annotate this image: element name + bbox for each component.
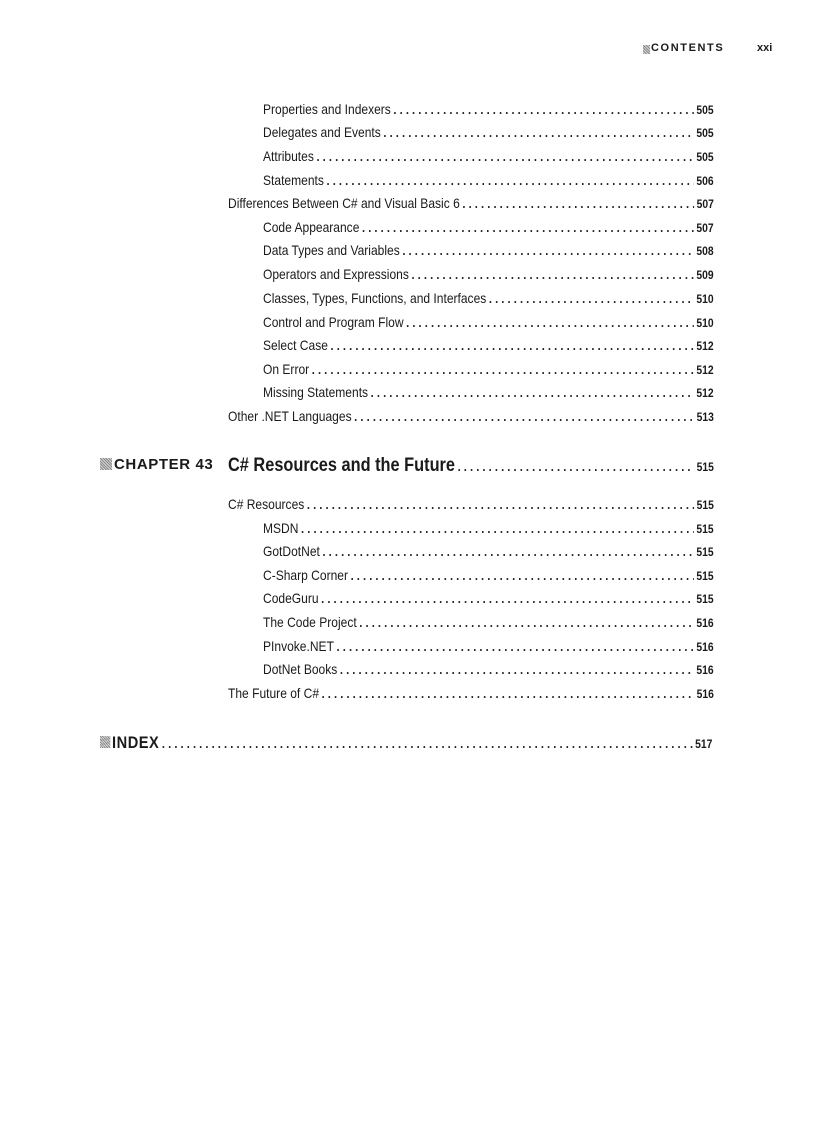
toc-entry-page: 516 [696, 640, 714, 654]
dot-leader [406, 313, 694, 333]
chapter-title: C# Resources and the Future [228, 455, 455, 476]
dot-leader [402, 241, 693, 261]
toc-entry-page: 509 [696, 268, 714, 282]
chapter-page: 515 [696, 460, 714, 474]
toc-entry-page: 510 [696, 316, 714, 330]
dot-leader [312, 360, 694, 380]
toc-entry-title: Classes, Types, Functions, and Interfaces [263, 290, 487, 306]
toc-entry-page: 515 [696, 545, 714, 559]
toc-entry[interactable] [263, 636, 714, 656]
dot-leader [316, 147, 693, 167]
dot-leader [354, 407, 694, 427]
toc-entry-title: C# Resources [228, 496, 305, 512]
dot-leader [411, 265, 693, 285]
toc-entry-title: C-Sharp Corner [263, 567, 348, 583]
toc-entry-title: The Code Project [263, 614, 357, 630]
dot-leader [321, 589, 694, 609]
dot-leader [359, 613, 694, 633]
toc-entry-title: Properties and Indexers [263, 101, 391, 117]
toc-entry-title: The Future of C# [228, 685, 320, 701]
toc-entry[interactable] [263, 565, 714, 585]
toc-entry[interactable] [263, 541, 714, 561]
toc-entry[interactable] [263, 217, 714, 237]
toc-entry-page: 515 [696, 498, 714, 512]
toc-entry[interactable] [228, 193, 714, 213]
toc-entry-title: Statements [263, 172, 324, 188]
toc-entry-title: Control and Program Flow [263, 314, 404, 330]
toc-entry-title: DotNet Books [263, 661, 338, 677]
toc-entry-page: 510 [696, 292, 714, 306]
dot-leader [362, 218, 694, 238]
index-title: INDEX [112, 733, 160, 752]
dot-leader [383, 123, 693, 143]
dot-leader [337, 637, 694, 657]
toc-entry-page: 508 [696, 244, 714, 258]
toc-entry[interactable] [263, 335, 714, 355]
toc-entry-page: 516 [696, 663, 714, 677]
running-header [0, 42, 816, 58]
toc-entry[interactable] [263, 588, 714, 608]
toc-entry-page: 506 [696, 174, 714, 188]
toc-entry-title: Differences Between C# and Visual Basic 6 [228, 195, 460, 211]
toc-entry-title: Operators and Expressions [263, 266, 409, 282]
toc-entry-page: 515 [696, 522, 714, 536]
toc-entry[interactable] [263, 288, 714, 308]
toc-entry[interactable] [228, 406, 714, 426]
toc-entry[interactable] [263, 170, 714, 190]
toc-entry-title: Delegates and Events [263, 124, 381, 140]
toc-entry-title: On Error [263, 361, 310, 377]
toc-entry-page: 505 [696, 150, 714, 164]
toc-entry-title: Missing Statements [263, 384, 369, 400]
toc-entry-page: 507 [696, 221, 714, 235]
toc-entry[interactable] [263, 146, 714, 166]
dot-leader [301, 519, 694, 539]
toc-entry-title: Attributes [263, 148, 314, 164]
dot-leader [330, 336, 693, 356]
toc-entry[interactable] [263, 264, 714, 284]
toc-entry-page: 515 [696, 569, 714, 583]
dot-leader [371, 383, 694, 403]
chapter-heading[interactable] [228, 455, 714, 479]
toc-entry[interactable] [263, 518, 714, 538]
toc-entry[interactable] [263, 382, 714, 402]
toc-entry-page: 512 [696, 363, 714, 377]
toc-entry[interactable] [263, 122, 714, 142]
dot-leader [458, 459, 695, 474]
chapter-label [100, 456, 213, 473]
toc-entry-page: 516 [696, 687, 714, 701]
toc-entry-page: 516 [696, 616, 714, 630]
toc-entry-title: CodeGuru [263, 590, 319, 606]
dot-leader [322, 542, 693, 562]
index-entry[interactable] [100, 733, 712, 755]
toc-entry-title: GotDotNet [263, 543, 320, 559]
page-number: xxi [757, 42, 773, 54]
toc-entry-page: 513 [696, 410, 714, 424]
toc-entry-title: Select Case [263, 337, 328, 353]
index-marker-icon [100, 736, 110, 748]
chapter-marker-icon [100, 458, 112, 470]
dot-leader [326, 171, 693, 191]
toc-entry-page: 512 [696, 386, 714, 400]
toc-entry[interactable] [263, 612, 714, 632]
running-header-title: CONTENTS [651, 42, 725, 54]
toc-entry-title: PInvoke.NET [263, 638, 334, 654]
section-marker-icon [643, 45, 650, 54]
toc-entry[interactable] [263, 659, 714, 679]
toc-entry-page: 515 [696, 592, 714, 606]
toc-entry-page: 505 [696, 103, 714, 117]
dot-leader [322, 684, 695, 704]
toc-entry[interactable] [228, 494, 714, 514]
dot-leader [489, 289, 694, 309]
toc-entry-page: 507 [696, 197, 714, 211]
toc-entry-page: 512 [696, 339, 714, 353]
dot-leader [462, 194, 694, 214]
index-page: 517 [695, 737, 713, 751]
dot-leader [351, 566, 694, 586]
toc-entry-page: 505 [696, 126, 714, 140]
toc-entry-title: Other .NET Languages [228, 408, 352, 424]
dot-leader [307, 495, 694, 515]
toc-entry[interactable] [263, 359, 714, 379]
chapter-number: CHAPTER 43 [114, 456, 214, 473]
dot-leader [340, 660, 694, 680]
toc-entry[interactable] [263, 312, 714, 332]
toc-entry[interactable] [263, 240, 714, 260]
toc-entry[interactable] [263, 99, 714, 119]
toc-entry-title: MSDN [263, 520, 299, 536]
toc-entry[interactable] [228, 683, 714, 703]
dot-leader [393, 100, 693, 120]
toc-entry-title: Code Appearance [263, 219, 360, 235]
toc-entry-title: Data Types and Variables [263, 242, 400, 258]
dot-leader [162, 736, 693, 751]
